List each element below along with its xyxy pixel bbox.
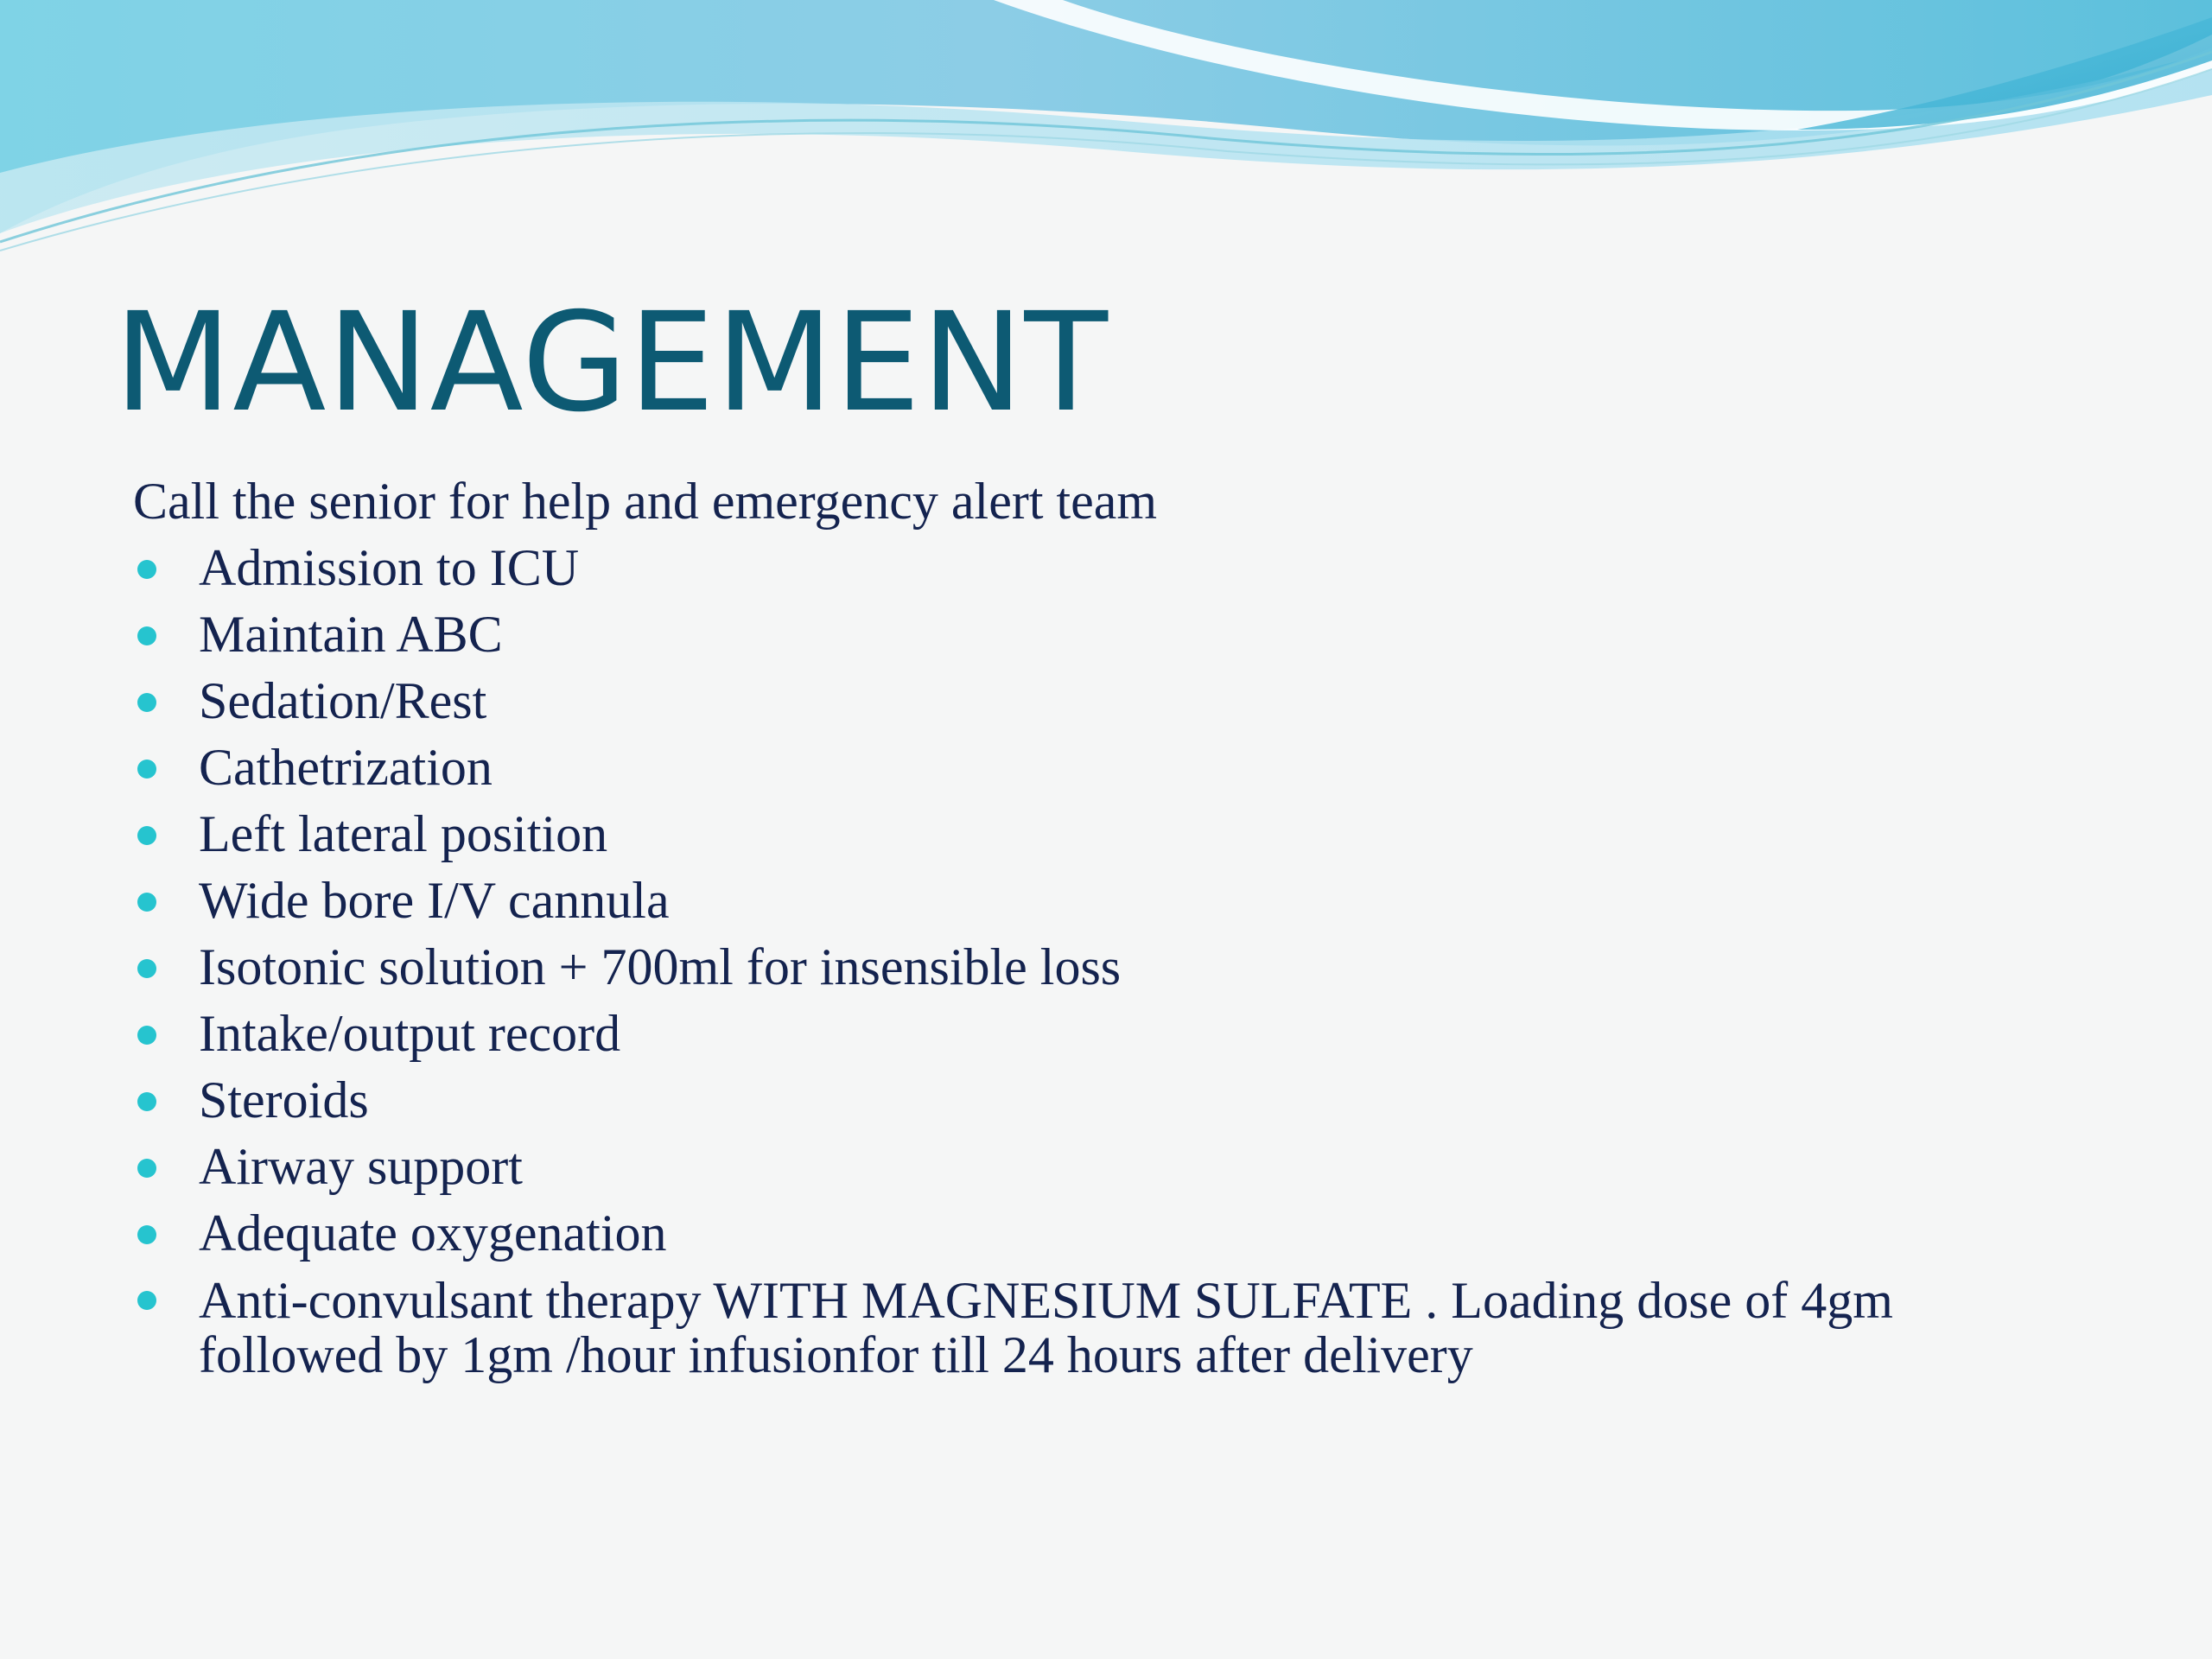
list-item xyxy=(133,1200,2086,1267)
bullet-dot-icon xyxy=(137,826,156,845)
bullet-dot-icon xyxy=(137,760,156,779)
list-item xyxy=(133,934,2086,1001)
list-item-text: Intake/output record xyxy=(199,1005,621,1062)
bullet-dot-icon xyxy=(137,1225,156,1244)
list-item-text: Left lateral position xyxy=(199,805,608,862)
list-item-text: Airway support xyxy=(199,1138,523,1195)
bullet-dot-icon xyxy=(137,1092,156,1111)
list-item xyxy=(133,1134,2086,1200)
list-item-text: Sedation/Rest xyxy=(199,672,487,729)
bullet-dot-icon xyxy=(137,560,156,579)
bullet-dot-icon xyxy=(137,693,156,712)
list-item-text: Admission to ICU xyxy=(199,539,580,596)
management-list xyxy=(133,535,2086,1382)
list-item xyxy=(133,1067,2086,1134)
list-item xyxy=(133,668,2086,734)
bullet-dot-icon xyxy=(137,626,156,645)
intro-line: Call the senior for help and emergency alert team xyxy=(133,473,1158,530)
bullet-dot-icon xyxy=(137,1291,156,1310)
list-item-text: Steroids xyxy=(199,1071,369,1128)
list-item xyxy=(133,535,2086,601)
list-item xyxy=(133,868,2086,934)
list-item-text: Cathetrization xyxy=(199,739,493,796)
list-item-text: Wide bore I/V cannula xyxy=(199,872,670,929)
list-item-text: Isotonic solution + 700ml for insensible loss xyxy=(199,938,1122,995)
bullet-dot-icon xyxy=(137,1026,156,1045)
list-item xyxy=(133,1267,2086,1382)
list-item-text: Adequate oxygenation xyxy=(199,1205,667,1262)
list-item-text: Maintain ABC xyxy=(199,606,503,663)
slide-body xyxy=(133,468,2086,1382)
bullet-dot-icon xyxy=(137,1159,156,1178)
slide-title: MANAGEMENT xyxy=(114,283,1109,442)
bullet-dot-icon xyxy=(137,893,156,912)
list-item xyxy=(133,1001,2086,1067)
header-wave-decoration xyxy=(0,0,2212,276)
list-item xyxy=(133,801,2086,868)
bullet-dot-icon xyxy=(137,959,156,978)
list-item-text: Anti-convulsant therapy WITH MAGNESIUM SULFATE . Loading dose of 4gm followed by 1gm /hour infusionfor till 24 hours after delivery xyxy=(199,1272,1893,1383)
list-item xyxy=(133,601,2086,668)
list-item xyxy=(133,734,2086,801)
